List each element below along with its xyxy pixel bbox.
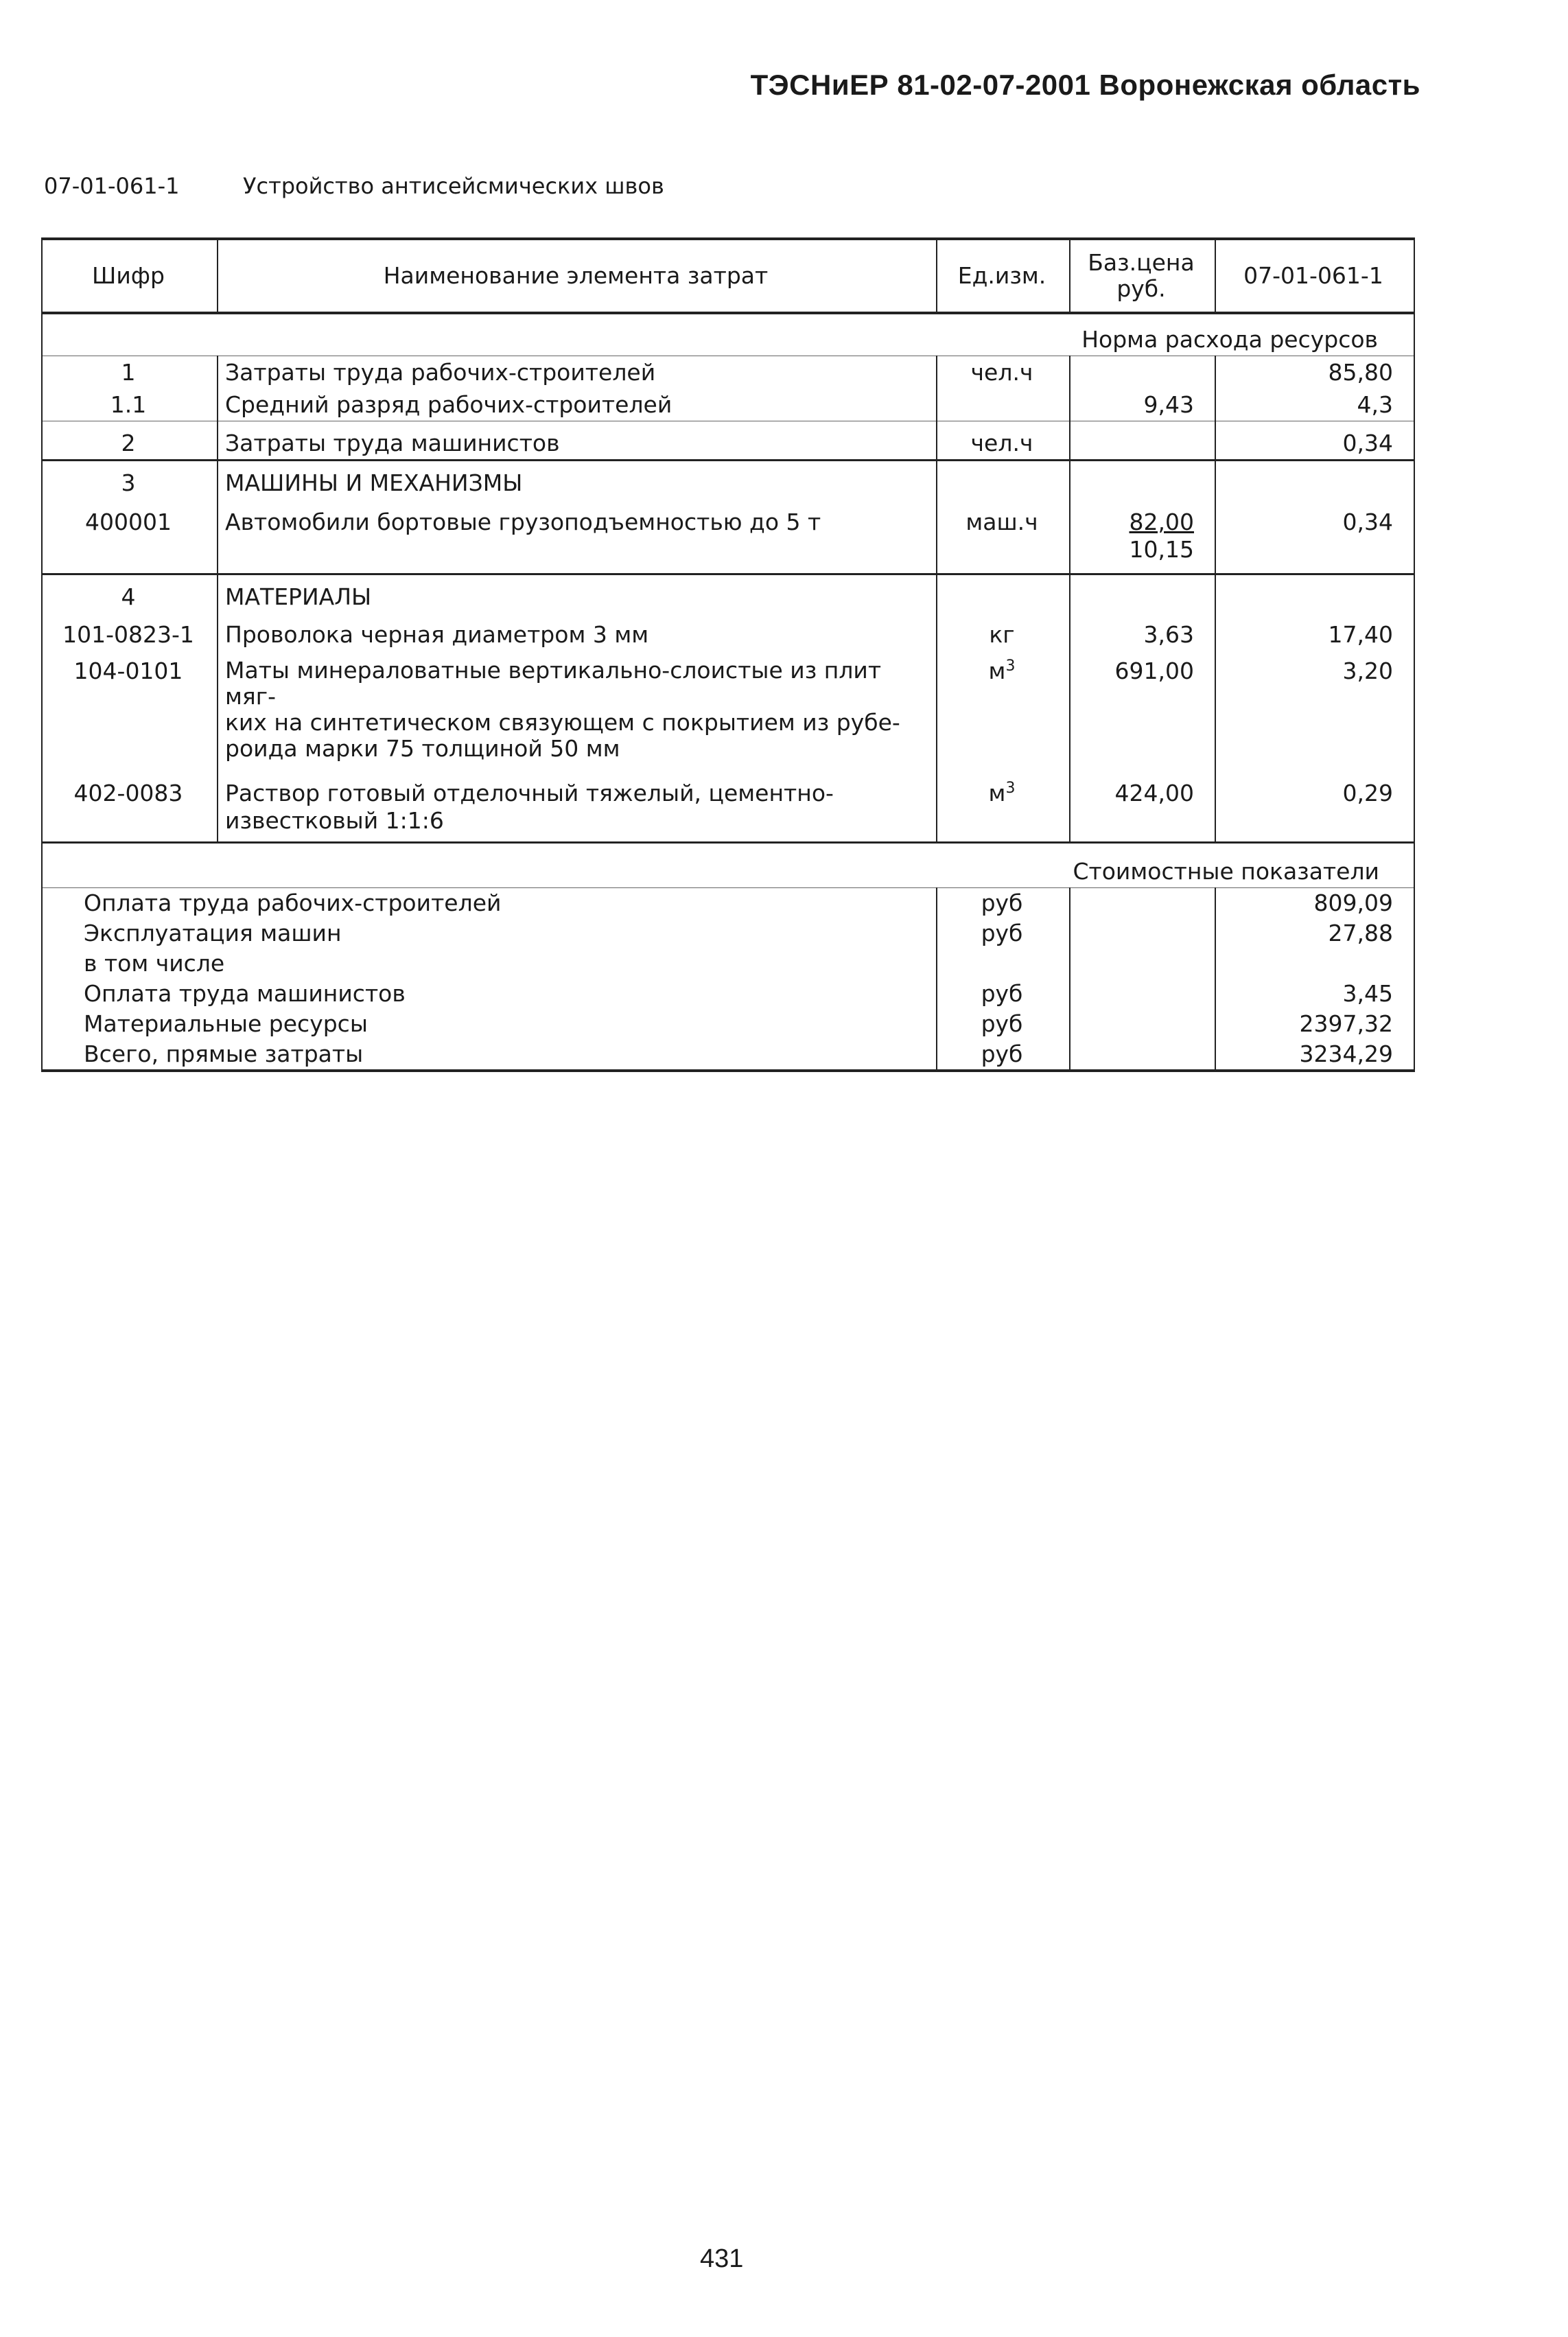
row-name-line: ких на синтетическом связующем с покрытием из рубе- — [225, 709, 900, 736]
row-unit: маш.ч — [937, 499, 1070, 574]
unit-superscript: 3 — [1005, 780, 1016, 797]
row-cipher: 101-0823-1 — [42, 613, 218, 651]
header-base-price — [1070, 239, 1215, 313]
page-number: 431 — [700, 2244, 744, 2273]
cost-unit: руб — [937, 1039, 1070, 1071]
section-title: Устройство антисейсмических швов — [243, 173, 664, 199]
row-name-line: Маты минераловатные вертикально-слоистые из плит мяг- — [225, 657, 882, 710]
table-row — [42, 356, 1414, 389]
table-row — [42, 421, 1414, 461]
cost-value: 2397,32 — [1215, 1009, 1414, 1039]
cost-band-row — [42, 843, 1414, 888]
row-price — [1070, 499, 1215, 574]
section-heading — [44, 173, 664, 199]
row-name: МАТЕРИАЛЫ — [218, 574, 937, 614]
row-unit: чел.ч — [937, 421, 1070, 461]
table-row — [42, 388, 1414, 421]
row-price: 691,00 — [1070, 651, 1215, 777]
cost-value: 27,88 — [1215, 918, 1414, 949]
cost-unit: руб — [937, 979, 1070, 1009]
price-secondary: 10,15 — [1129, 536, 1194, 563]
row-name: Средний разряд рабочих-строителей — [218, 388, 937, 421]
row-name: Автомобили бортовые грузоподъемностью до 5 т — [218, 499, 937, 574]
cost-row — [42, 1039, 1414, 1071]
cost-band: Стоимостные показатели — [42, 843, 1414, 888]
cost-label: Оплата труда машинистов — [42, 979, 937, 1009]
row-price: 3,63 — [1070, 613, 1215, 651]
cost-row — [42, 888, 1414, 919]
row-name — [218, 651, 937, 777]
row-cipher: 3 — [42, 461, 218, 500]
row-value: 0,34 — [1215, 421, 1414, 461]
cost-row — [42, 949, 1414, 979]
cost-label: в том числе — [42, 949, 937, 979]
row-name-line: Раствор готовый отделочный тяжелый, цементно- — [225, 780, 834, 806]
unit-superscript: 3 — [1005, 658, 1016, 675]
header-unit: Ед.изм. — [937, 239, 1070, 313]
cost-label: Эксплуатация машин — [42, 918, 937, 949]
unit-text: м — [988, 780, 1006, 806]
row-name-line: роида марки 75 толщиной 50 мм — [225, 735, 620, 762]
row-price — [1070, 421, 1215, 461]
norm-band: Норма расхода ресурсов — [42, 313, 1414, 356]
cost-label: Всего, прямые затраты — [42, 1039, 937, 1071]
document-title: ТЭСНиЕР 81-02-07-2001 Воронежская область — [750, 69, 1420, 101]
row-unit — [937, 651, 1070, 777]
row-cipher: 2 — [42, 421, 218, 461]
row-value: 85,80 — [1215, 356, 1414, 389]
row-value: 3,20 — [1215, 651, 1414, 777]
row-cipher: 104-0101 — [42, 651, 218, 777]
row-name — [218, 777, 937, 843]
cost-value: 3,45 — [1215, 979, 1414, 1009]
row-value: 17,40 — [1215, 613, 1414, 651]
row-unit: чел.ч — [937, 356, 1070, 389]
cost-row — [42, 1009, 1414, 1039]
cost-value: 3234,29 — [1215, 1039, 1414, 1071]
cost-unit: руб — [937, 1009, 1070, 1039]
cost-unit: руб — [937, 918, 1070, 949]
cost-row — [42, 918, 1414, 949]
row-cipher: 402-0083 — [42, 777, 218, 843]
row-price — [1070, 356, 1215, 389]
cost-unit: руб — [937, 888, 1070, 919]
table-row — [42, 777, 1414, 843]
row-value: 0,34 — [1215, 499, 1414, 574]
header-cipher: Шифр — [42, 239, 218, 313]
cost-row — [42, 979, 1414, 1009]
row-unit — [937, 777, 1070, 843]
row-cipher: 4 — [42, 574, 218, 614]
row-value: 0,29 — [1215, 777, 1414, 843]
section-row — [42, 461, 1414, 500]
row-cipher: 1 — [42, 356, 218, 389]
cost-label: Материальные ресурсы — [42, 1009, 937, 1039]
row-name: Затраты труда машинистов — [218, 421, 937, 461]
table-row — [42, 651, 1414, 777]
row-name-line: известковый 1:1:6 — [225, 807, 444, 834]
table-header-row — [42, 239, 1414, 313]
cost-label: Оплата труда рабочих-строителей — [42, 888, 937, 919]
row-name: Проволока черная диаметром 3 мм — [218, 613, 937, 651]
section-code: 07-01-061-1 — [44, 173, 180, 199]
norm-band-row — [42, 313, 1414, 356]
price-value: 82,00 — [1129, 509, 1194, 535]
row-price: 9,43 — [1070, 388, 1215, 421]
row-price: 424,00 — [1070, 777, 1215, 843]
row-unit: кг — [937, 613, 1070, 651]
row-cipher: 400001 — [42, 499, 218, 574]
table-row — [42, 499, 1414, 574]
row-cipher: 1.1 — [42, 388, 218, 421]
resource-table — [41, 237, 1415, 1072]
header-base-price-line1: Баз.цена — [1088, 249, 1195, 276]
row-unit — [937, 388, 1070, 421]
header-name: Наименование элемента затрат — [218, 239, 937, 313]
table-row — [42, 613, 1414, 651]
header-norm-code: 07-01-061-1 — [1215, 239, 1414, 313]
section-row — [42, 574, 1414, 614]
row-value: 4,3 — [1215, 388, 1414, 421]
row-name: Затраты труда рабочих-строителей — [218, 356, 937, 389]
header-base-price-line2: руб. — [1116, 275, 1166, 302]
unit-text: м — [988, 658, 1006, 684]
cost-value: 809,09 — [1215, 888, 1414, 919]
row-name: МАШИНЫ И МЕХАНИЗМЫ — [218, 461, 937, 500]
